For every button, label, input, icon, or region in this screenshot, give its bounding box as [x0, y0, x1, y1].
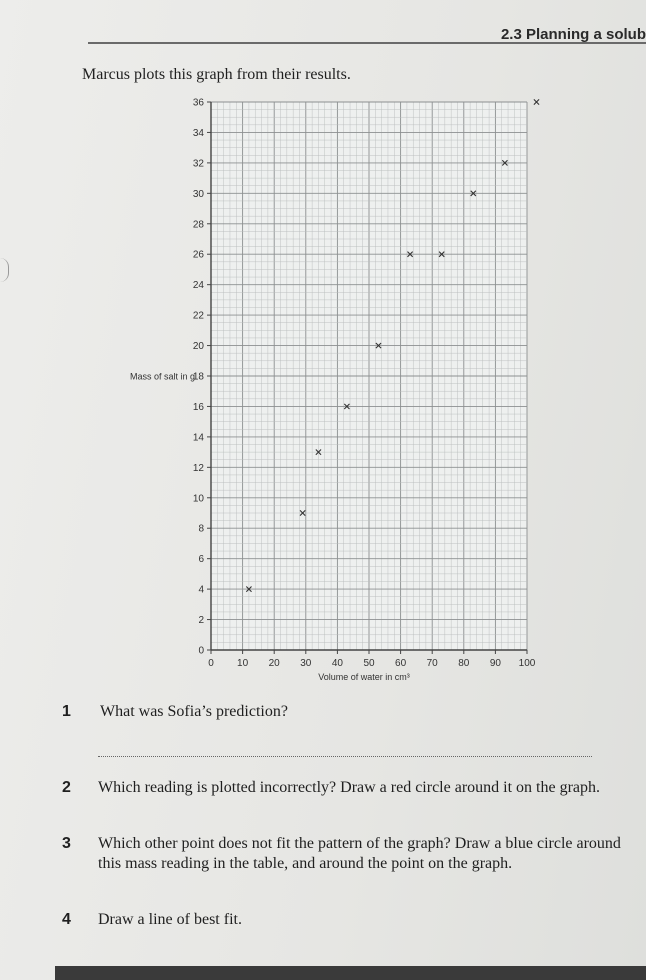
y-axis-label: Mass of salt in g	[129, 371, 195, 382]
y-tick-label: 12	[192, 462, 204, 474]
page-bottom-bar	[55, 966, 646, 980]
question-number: 4	[62, 911, 71, 928]
section-title: 2.3 Planning a solub	[500, 26, 646, 43]
x-tick-label: 50	[363, 658, 375, 669]
y-tick-label: 34	[192, 127, 204, 139]
y-tick-label: 32	[192, 158, 204, 170]
y-tick-label: 4	[198, 584, 204, 596]
x-tick-label: 60	[395, 658, 407, 669]
question-text: Which reading is plotted incorrectly? Draw a red circle around it on the graph.	[98, 779, 601, 796]
question-2	[62, 778, 622, 798]
question-text: Draw a line of best fit.	[98, 911, 242, 928]
x-tick-label: 100	[518, 658, 536, 669]
question-1	[62, 702, 622, 722]
x-tick-label: 20	[268, 658, 280, 669]
y-tick-label: 36	[192, 97, 204, 109]
y-tick-label: 28	[192, 219, 204, 231]
y-tick-label: 8	[198, 523, 204, 535]
question-number: 2	[62, 779, 71, 796]
y-tick-label: 22	[192, 310, 204, 322]
answer-line[interactable]	[98, 756, 592, 757]
x-tick-label: 80	[458, 658, 470, 669]
y-tick-label: 14	[192, 432, 204, 444]
x-tick-label: 70	[426, 658, 438, 669]
y-tick-label: 20	[192, 341, 204, 353]
data-point[interactable]	[534, 99, 539, 104]
y-tick-label: 26	[192, 249, 204, 261]
x-axis-label: Volume of water in cm³	[318, 672, 410, 682]
question-3	[62, 834, 622, 874]
y-tick-label: 10	[192, 493, 204, 505]
x-tick-label: 30	[300, 658, 312, 669]
question-number: 3	[62, 835, 71, 852]
y-tick-label: 16	[192, 401, 204, 413]
intro-text: Marcus plots this graph from their results.	[82, 66, 351, 83]
y-tick-label: 30	[192, 188, 204, 200]
y-tick-label: 6	[198, 554, 204, 566]
question-text: What was Sofia’s prediction?	[100, 703, 288, 720]
y-tick-label: 18	[192, 371, 204, 383]
y-tick-label: 0	[198, 645, 204, 657]
x-tick-label: 90	[489, 658, 501, 669]
x-tick-label: 0	[208, 658, 214, 669]
y-tick-label: 24	[192, 280, 204, 292]
y-tick-label: 2	[198, 615, 204, 627]
question-number: 1	[62, 703, 71, 720]
x-tick-label: 10	[237, 658, 249, 669]
question-4	[62, 910, 622, 930]
x-tick-label: 40	[331, 658, 343, 669]
question-text: Which other point does not fit the pattern of the graph? Draw a blue circle around this mass reading in the table, and around the point on the graph.	[98, 835, 621, 872]
